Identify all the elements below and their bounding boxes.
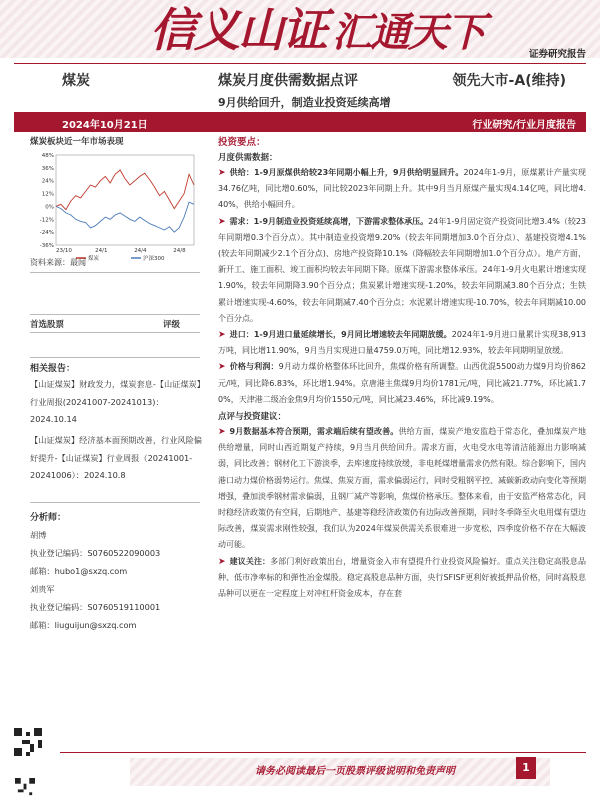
footer-rule xyxy=(60,752,586,753)
y-tick-label: 12% xyxy=(41,191,54,198)
paragraph-lead: 价格与利润： xyxy=(229,362,279,372)
bullet-arrow-icon: ➤ xyxy=(218,168,226,178)
logo-left: 信义山证 xyxy=(150,3,326,57)
page-number: 1 xyxy=(516,757,536,779)
stock-col-header: 首选股票 xyxy=(30,320,65,330)
left-column xyxy=(30,132,200,747)
cert-value: S0760522090003 xyxy=(87,548,161,558)
mail-value[interactable]: hubo1@sxzq.com xyxy=(54,566,128,576)
items2-paragraph xyxy=(218,554,586,603)
paragraph-lead: 供给： xyxy=(229,168,254,177)
paragraph-lead: 建议关注： xyxy=(229,556,271,566)
analyst-1-cert xyxy=(30,548,200,559)
paragraph-highlight: 1-9月原煤供给较23年同期小幅上升，9月供给明显回升。 xyxy=(253,168,464,177)
x-tick-label: 24/1 xyxy=(95,248,108,254)
analyst-2-mail xyxy=(30,620,200,631)
paragraph-text: 供给方面，煤炭产地安监趋于常态化，叠加煤炭产地供给增量，同时山西近期复产持续，9月当月供给回升。需求方面，火电受水电等清洁能源出力影响减弱，同比改善；钢材化工下游淡季，去库速度持续放缓，非电耗煤增量需求仍然有限。综合影响下，国内港口动力煤价格弱势运行。焦煤、焦炭方面，需求偏弱运行，同时受粗钢平控、减碳新政动向变化等预期增强，叠加淡季钢材需求偏弱，且钢厂减产等影响，焦煤价格承压。整体来看，由于安监严格常态化，同时稳经济政策仍有空间，后期地产、基建等稳经济政策仍有边际改善预期，同时冬季降至火电用煤有望边际改善，煤炭需求刚性较强，我们认为2024年煤炭供需关系很难进一步宽松，四季度价格不存在大幅波动可能。 xyxy=(218,427,586,550)
y-tick-label: 36% xyxy=(41,165,54,172)
qr-code-icon xyxy=(14,728,42,756)
brand-logo xyxy=(150,0,484,60)
industry-label: 煤炭 xyxy=(62,73,90,89)
paragraph-lead: 进口： xyxy=(229,330,254,340)
report-header xyxy=(0,0,600,62)
items-paragraph xyxy=(218,214,586,327)
performance-chart-svg xyxy=(30,149,200,269)
y-tick-label: 0% xyxy=(45,204,54,211)
report-type: 行业研究/行业月度报告 xyxy=(472,120,576,131)
paragraph-text: 9月动力煤价格整体环比回升，焦煤价格有所调整。山西优混5500动力煤9月均价862元/吨，同比降6.83%，环比增1.94%。京唐港主焦煤9月均价1781元/吨，同比减21.77%，环比减1.70%，天津港二级冶金焦9月均价1550元/吨，同比减23.46%，环比减9.19%。 xyxy=(218,362,586,404)
analyst-1-mail xyxy=(30,566,200,577)
mail-value[interactable]: liuguijun@sxzq.com xyxy=(54,620,137,630)
analyst-header: 分析师： xyxy=(30,513,67,523)
divider xyxy=(30,272,200,273)
x-tick-label: 23/10 xyxy=(56,248,72,254)
mail-label: 邮箱： xyxy=(30,566,55,576)
paragraph-highlight: 1-9月进口量延续增长，9月同比增速较去年同期放缓。 xyxy=(253,330,452,340)
mail-label: 邮箱： xyxy=(30,620,55,630)
y-tick-label: 24% xyxy=(41,178,54,185)
date-bar xyxy=(14,112,586,132)
related-report-2[interactable]: 【山证煤炭】经济基本面预期改善，行业风险偏好提升-【山证煤炭】行业周报（20241001-20241006）：2024.10.8 xyxy=(30,435,202,480)
divider xyxy=(30,314,200,315)
items-paragraph xyxy=(218,165,586,214)
chart-source: 资料来源：最闻 xyxy=(30,258,86,267)
report-subtitle: 9月供给回升，制造业投资延续高增 xyxy=(218,96,391,109)
monthly-items xyxy=(218,165,586,408)
y-tick-label: -36% xyxy=(39,243,54,249)
divider xyxy=(30,502,200,503)
header-rule xyxy=(14,63,586,64)
paragraph-text: 24年1-9月固定资产投资同比增3.4%（较23年同期增0.3个百分点）。其中制造业投资增9.20%（较去年同期增加3.0个百分点）、基建投资增4.1%(较去年同期减少2.1个百分点)、房地产投资降10.1%（降幅较去年同期增加1.0个百分点）。地产方面，新开工、施工面积、竣工面积均较去年同期下降。原煤下游需求整体承压。24年1-9月火电累计增速实现1.90%，较去年同期降3.90个百分点；焦炭累计增速实现-1.20%，较去年同期减3.80个百分点；生铁累计增速实现-4.60%，较去年同期减7.40个百分点；水泥累计增速实现-10.70%，较去年同期减10.00个百分点。 xyxy=(218,216,587,323)
items2-paragraph xyxy=(218,424,586,554)
related-header: 相关报告： xyxy=(30,364,76,374)
x-tick-label: 24/8 xyxy=(173,248,186,254)
footer-disclaimer[interactable]: 请务必阅读最后一页股票评级说明和免责声明 xyxy=(255,766,455,777)
subsection-review: 点评与投资建议： xyxy=(218,412,287,423)
bullet-arrow-icon: ➤ xyxy=(218,216,226,227)
divider xyxy=(30,357,200,358)
brand-tag: 证券研究报告 xyxy=(528,49,586,60)
chart-title: 煤炭板块近一年市场表现 xyxy=(30,137,124,147)
related-report-1[interactable]: 【山证煤炭】财政发力，煤炭套息-【山证煤炭】行业周报(20241007-20241013)：2024.10.14 xyxy=(30,379,201,424)
analyst-2-name: 刘贵军 xyxy=(30,584,55,594)
bullet-arrow-icon: ➤ xyxy=(218,330,226,341)
review-items xyxy=(218,424,586,602)
performance-chart xyxy=(30,149,200,269)
items-paragraph xyxy=(218,327,586,359)
paragraph-text: 多部门利好政策出台，增量资金入市有望提升行业投资风险偏好。重点关注稳定高股息品种、低市净率标的和弹性冶金煤股。稳定高股息品种方面，央行SFISF更利好被抵押品价格，同时高股息品种可以更在一定程度上对冲杠杆资金成本，存在套 xyxy=(218,556,586,599)
report-date: 2024年10月21日 xyxy=(62,120,148,131)
y-tick-label: -12% xyxy=(39,217,54,224)
cert-value: S0760519110001 xyxy=(87,602,161,612)
paragraph-text: 2024年1-9月进口量累计实现38,913万吨，同比增11.90%，9月当月实现进口量4759.0万吨，同比增12.93%，较去年同期明显放缓。 xyxy=(218,330,586,356)
stock-table-header xyxy=(30,318,200,330)
paragraph-text: 2024年1-9月，原煤累计产量实现34.76亿吨，同比增0.60%，同比较2023年同期上升。其中9月当月原煤产量实现4.14亿吨，同比增4.40%，供给小幅回升。 xyxy=(218,168,587,210)
report-title: 煤炭月度供需数据点评 xyxy=(218,73,358,89)
rating-label: 领先大市-A(维持) xyxy=(452,73,566,89)
right-column xyxy=(218,134,586,749)
y-tick-label: 48% xyxy=(41,153,54,159)
legend-label: 煤炭 xyxy=(88,256,100,262)
cert-label: 执业登记编码： xyxy=(30,602,88,612)
bullet-arrow-icon: ➤ xyxy=(218,362,226,373)
analyst-2-cert xyxy=(30,602,200,613)
rating-col-header: 评级 xyxy=(162,320,180,330)
bullet-arrow-icon: ➤ xyxy=(218,556,226,567)
legend-label: 沪深300 xyxy=(143,256,165,262)
logo-right: 汇通天下 xyxy=(332,9,484,56)
analyst-1-name: 胡博 xyxy=(30,530,47,540)
subsection-monthly: 月度供需数据： xyxy=(218,153,278,163)
paragraph-highlight: 9月数据基本符合预期，需求端后续有望改善。 xyxy=(229,427,399,437)
cert-label: 执业登记编码： xyxy=(30,548,88,558)
series-line-0 xyxy=(56,170,194,210)
paragraph-highlight: 1-9月制造业投资延续高增，下游需求整体承压。 xyxy=(253,216,429,226)
items-paragraph xyxy=(218,359,586,408)
bullet-arrow-icon: ➤ xyxy=(218,427,226,438)
divider xyxy=(30,332,200,333)
x-tick-label: 24/4 xyxy=(134,248,147,254)
qr-code-icon xyxy=(14,778,36,798)
paragraph-lead: 需求： xyxy=(229,216,254,226)
section-header: 投资要点： xyxy=(218,137,266,148)
y-tick-label: -24% xyxy=(39,230,54,237)
